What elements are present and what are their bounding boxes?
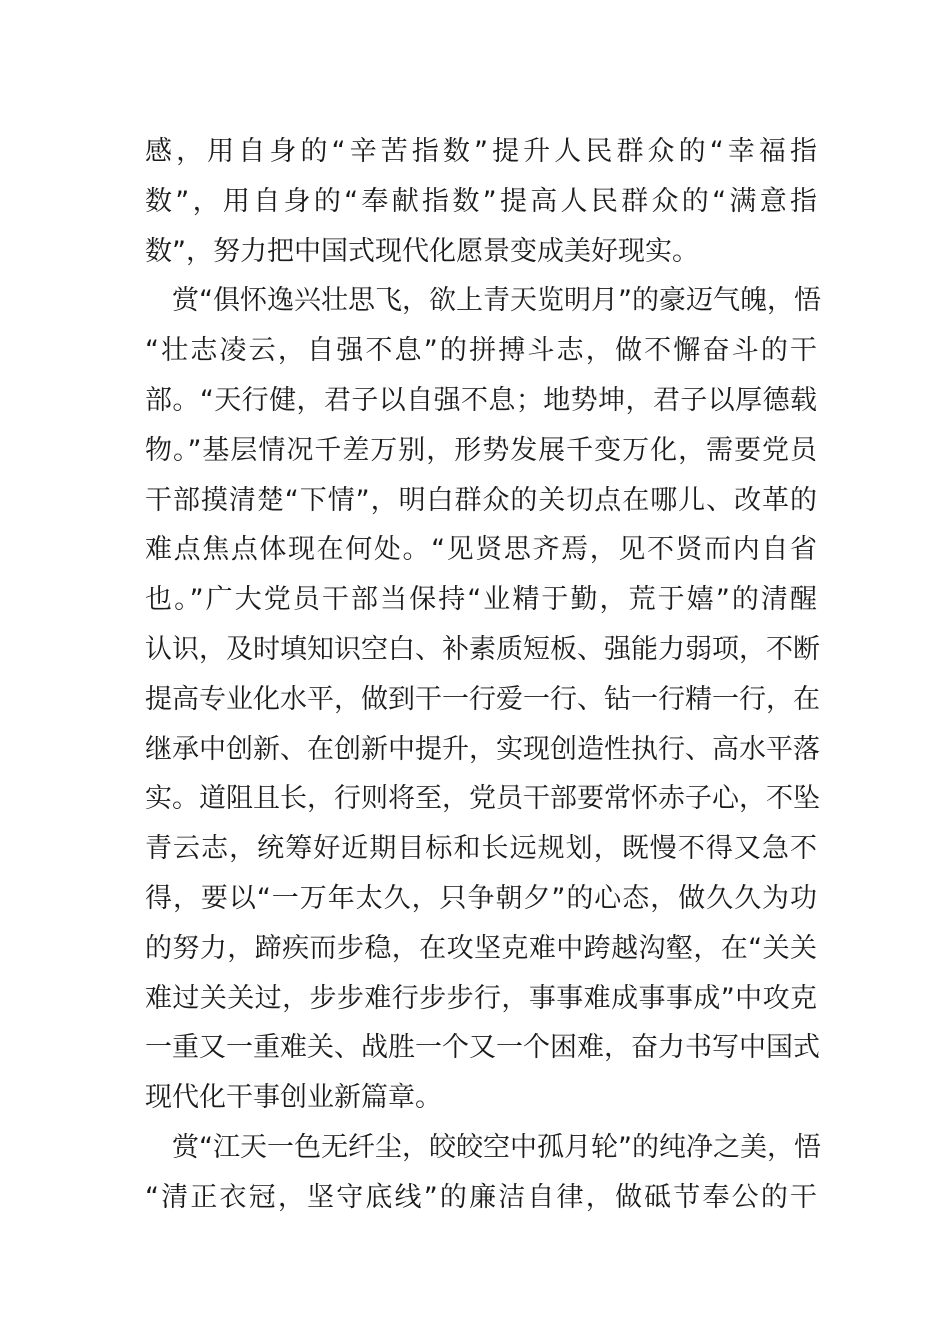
body-text: [145, 127, 821, 1223]
text-line: 现代化干事创业新篇章。: [145, 1082, 442, 1114]
text-line: 认识，及时填知识空白、补素质短板、强能力弱项，不断: [145, 633, 820, 665]
text-line: “壮志凌云，自强不息”的拼搏斗志，做不懈奋斗的干: [145, 335, 817, 367]
text-line: 一重又一重难关、战胜一个又一个困难，奋力书写中国式: [145, 1032, 820, 1064]
text-line: 难点焦点体现在何处。“见贤思齐焉，见不贤而内自省: [145, 534, 817, 566]
text-line: 数”，努力把中国式现代化愿景变成美好现实。: [145, 235, 699, 267]
text-line: 物。”基层情况千差万别，形势发展千变万化，需要党员: [145, 434, 817, 466]
text-line: 难过关关过，步步难行步步行，事事难成事事成”中攻克: [145, 982, 817, 1014]
text-line: 青云志，统筹好近期目标和长远规划，既慢不得又急不: [145, 833, 817, 865]
text-line: 的努力，蹄疾而步稳，在攻坚克难中跨越沟壑，在“关关: [145, 932, 817, 964]
text-line: 实。道阻且长，行则将至，党员干部要常怀赤子心，不坠: [145, 783, 820, 815]
text-line: 提高专业化水平，做到干一行爱一行、钻一行精一行，在: [145, 683, 820, 715]
paragraph-first-line: 赏“江天一色无纤尘，皎皎空中孤月轮”的纯净之美，悟: [145, 1131, 821, 1163]
text-line: 得，要以“一万年太久，只争朝夕”的心态，做久久为功: [145, 882, 817, 914]
text-line: “清正衣冠，坚守底线”的廉洁自律，做砥节奉公的干: [145, 1181, 817, 1213]
text-line: 感，用自身的“辛苦指数”提升人民群众的“幸福指: [145, 136, 817, 167]
text-line: 继承中创新、在创新中提升，实现创造性执行、高水平落: [145, 733, 820, 765]
paragraph-first-line: 赏“俱怀逸兴壮思飞，欲上青天览明月”的豪迈气魄，悟: [145, 285, 821, 317]
text-line: 部。“天行健，君子以自强不息；地势坤，君子以厚德载: [145, 384, 817, 416]
text-line: 干部摸清楚“下情”，明白群众的关切点在哪儿、改革的: [145, 484, 817, 516]
text-line: 也。”广大党员干部当保持“业精于勤，荒于嬉”的清醒: [145, 584, 817, 616]
text-line: 数”，用自身的“奉献指数”提高人民群众的“满意指: [145, 185, 817, 217]
